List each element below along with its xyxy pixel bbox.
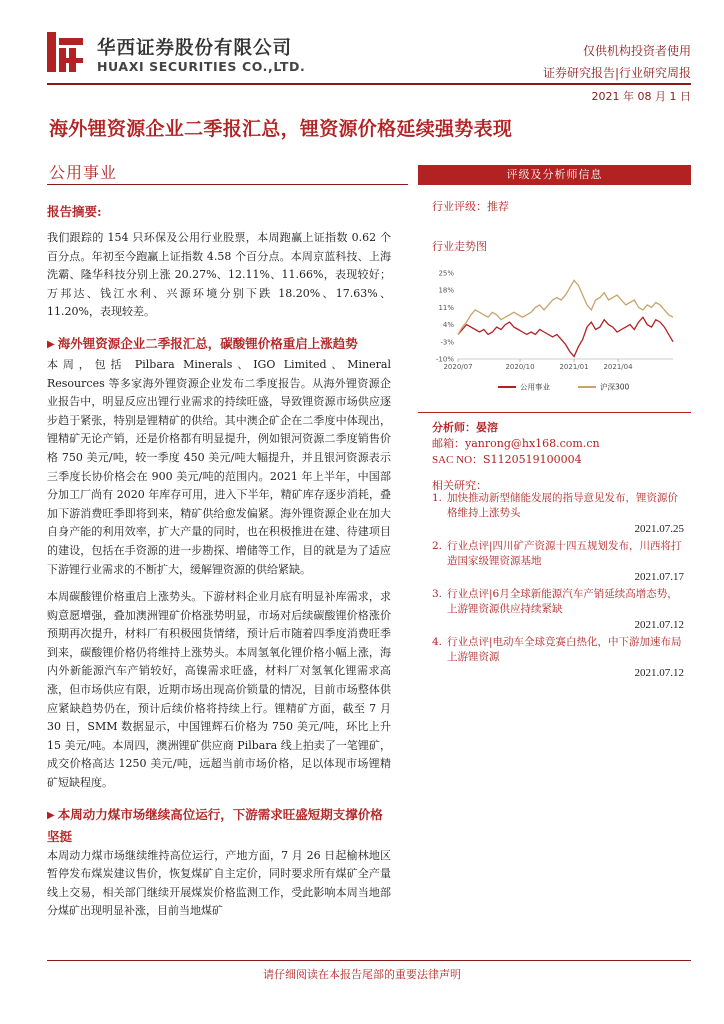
analyst-name: 分析师：晏溶 [432, 421, 498, 434]
industry-trend-chart [418, 261, 691, 401]
x-tick-label: 2020/10 [505, 363, 535, 371]
section-heading-lithium: ▶ 海外锂资源企业二季报汇总，碳酸锂价格重启上涨趋势 [47, 335, 358, 351]
y-tick-label: 4% [442, 321, 454, 330]
audience-note: 仅供机构投资者使用 [582, 44, 691, 58]
sidebar-header: 评级及分析师信息 [418, 165, 691, 185]
huaxi-logo [47, 32, 83, 72]
triangle-bullet-icon: ▶ [47, 809, 55, 821]
related-item-title: 行业点评|电动车全球竞赛白热化，中下游加速布局上游锂资源 [447, 636, 682, 663]
lithium-paragraph-1: 本周，包括 Pilbara Minerals、IGO Limited、Mineral Resources 等多家海外锂资源企业发布二季度报告。从海外锂资源企业报告中，明显反应出锂行业需求的持续旺盛，导致锂资源市场供应逐步趋于紧张，特别是锂精矿的供给。其中澳企矿企在二季度中体现出，锂精矿无论产销，还是价格都有明显提升，例如银河资源二季度销售价格 750 美元/吨，较一季度 450 美元/吨大幅提升，并且银河资源表示三季度长协价格会在 900 美元/吨的范围内。2021 年上半年，中国部分加工厂尚有 2020 年库存可用，进入下半年，精矿库存逐步消耗，叠加下游消费旺季即将到来，精矿供给愈发偏紧。海外锂资源企业在加大自身产能的利用效率，扩大产量的同时，也在积极推进在建、待建项目的建设，包括在手资源的进一步勘探、增储等工作，目的就是为了适应下游锂行业需求的不断扩大，缓解锂资源的供给紧缺。 [47, 357, 391, 576]
related-item-number: 2. [432, 540, 443, 552]
x-tick-label: 2021/04 [603, 363, 633, 371]
y-tick-label: 18% [438, 286, 454, 295]
sidebar-divider [418, 412, 691, 413]
legal-notice: 请仔细阅读在本报告尾部的重要法律声明 [263, 968, 461, 981]
related-item[interactable] [432, 491, 684, 521]
related-item-date: 2021.07.12 [634, 619, 684, 631]
related-item-number: 3. [432, 588, 443, 600]
section-heading-coal: ▶ 本周动力煤市场继续高位运行，下游需求旺盛短期支撑价格坚挺 [47, 806, 383, 844]
y-tick-label: -3% [440, 338, 454, 347]
sidebar [418, 165, 691, 679]
y-tick-label: 25% [438, 269, 454, 278]
coal-paragraph: 本周动力煤市场继续维持高位运行，产地方面，7 月 26 日起榆林地区暂停发布煤炭建议售价，恢复煤矿自主定价，同时要求所有煤矿全产量线上交易，相关部门继续开展煤炭价格监测工作，受此影响本周当地部分煤矿出现明显补涨，目前当地煤矿 [47, 848, 391, 918]
abstract-heading: 报告摘要: [47, 204, 102, 219]
triangle-bullet-icon: ▶ [47, 338, 55, 350]
company-name-cn: 华西证券股份有限公司 [97, 38, 293, 59]
related-item-date: 2021.07.17 [634, 571, 684, 583]
series-line-utilities [458, 317, 673, 356]
report-title: 海外锂资源企业二季报汇总，锂资源价格延续强势表现 [49, 118, 513, 140]
related-item-date: 2021.07.12 [634, 667, 684, 679]
legend-label: 公用事业 [520, 382, 550, 392]
report-body [47, 202, 391, 921]
industry-rating: 行业评级：推荐 [432, 200, 509, 213]
related-item-date: 2021.07.25 [634, 523, 684, 535]
y-tick-label: -10% [435, 355, 454, 364]
chart-title: 行业走势图 [432, 240, 487, 253]
related-item-title: 行业点评|四川矿产资源十四五规划发布，川西将打造国家级锂资源基地 [447, 540, 682, 567]
related-item[interactable] [432, 635, 684, 665]
report-date: 2021 年 08 月 1 日 [591, 90, 691, 103]
report-type: 证券研究报告|行业研究周报 [542, 66, 691, 80]
y-tick-label: 11% [438, 303, 454, 312]
analyst-email: 邮箱：yanrong@hx168.com.cn [432, 437, 600, 450]
abstract-paragraph: 我们跟踪的 154 只环保及公用行业股票，本周跑赢上证指数 0.62 个百分点。年初至今跑赢上证指数 4.58 个百分点。本周京蓝科技、上海洗霸、隆华科技分别上涨 20.27%、12.11%、11.66%，表现较好；万邦达、钱江水利、兴源环境分别下跌 18.20%、17.63%、11.20%，表现较差。 [47, 231, 391, 319]
lithium-paragraph-2: 本周碳酸锂价格重启上涨势头。下游材料企业月底有明显补库需求，求购意愿增强，叠加澳洲锂矿价格涨势明显，市场对后续碳酸锂价格涨价预期再次提升，材料厂有积极囤货情绪，预计后市随着四季度消费旺季到来，碳酸锂价格仍将维持上涨势头。本周氢氧化锂价格小幅上涨，海内外新能源汽车产销较好，高镍需求旺盛，材料厂对氢氧化锂需求高涨，但市场供应有限，近期市场出现高价锁量的情况，目前市场整体供应紧缺趋势仍在，预计后续价格将持续上行。锂精矿方面，截至 7 月 30 日，SMM 数据显示，中国锂辉石价格为 750 美元/吨，环比上升 15 美元/吨。本周四，澳洲锂矿供应商 Pilbara 线上拍卖了一笔锂矿，成交价格高达 1250 美元/吨，远超当前市场价格，足以体现市场锂精矿短缺程度。 [47, 590, 391, 790]
analyst-sac: SAC NO：S1120519100004 [432, 453, 582, 466]
related-research-list [432, 491, 684, 683]
legend-label: 沪深300 [600, 382, 630, 392]
header-divider [47, 83, 691, 85]
company-name-en: HUAXI SECURITIES CO.,LTD. [97, 59, 306, 74]
related-item[interactable] [432, 587, 684, 617]
x-tick-label: 2020/07 [443, 363, 473, 371]
related-item[interactable] [432, 539, 684, 569]
footer-divider [47, 960, 691, 961]
industry-divider [47, 184, 408, 185]
email-link[interactable]: yanrong@hx168.com.cn [465, 437, 600, 450]
x-tick-label: 2021/01 [559, 363, 589, 371]
related-item-title: 行业点评|6月全球新能源汽车产销延续高增态势，上游锂资源供应持续紧缺 [447, 588, 678, 615]
related-item-number: 1. [432, 492, 443, 504]
related-research-heading: 相关研究： [432, 479, 487, 492]
series-line-hs300 [458, 280, 673, 334]
related-item-number: 4. [432, 636, 443, 648]
related-item-title: 加快推动新型储能发展的指导意见发布，锂资源价格维持上涨势头 [447, 492, 678, 519]
industry-label: 公用事业 [49, 163, 118, 182]
